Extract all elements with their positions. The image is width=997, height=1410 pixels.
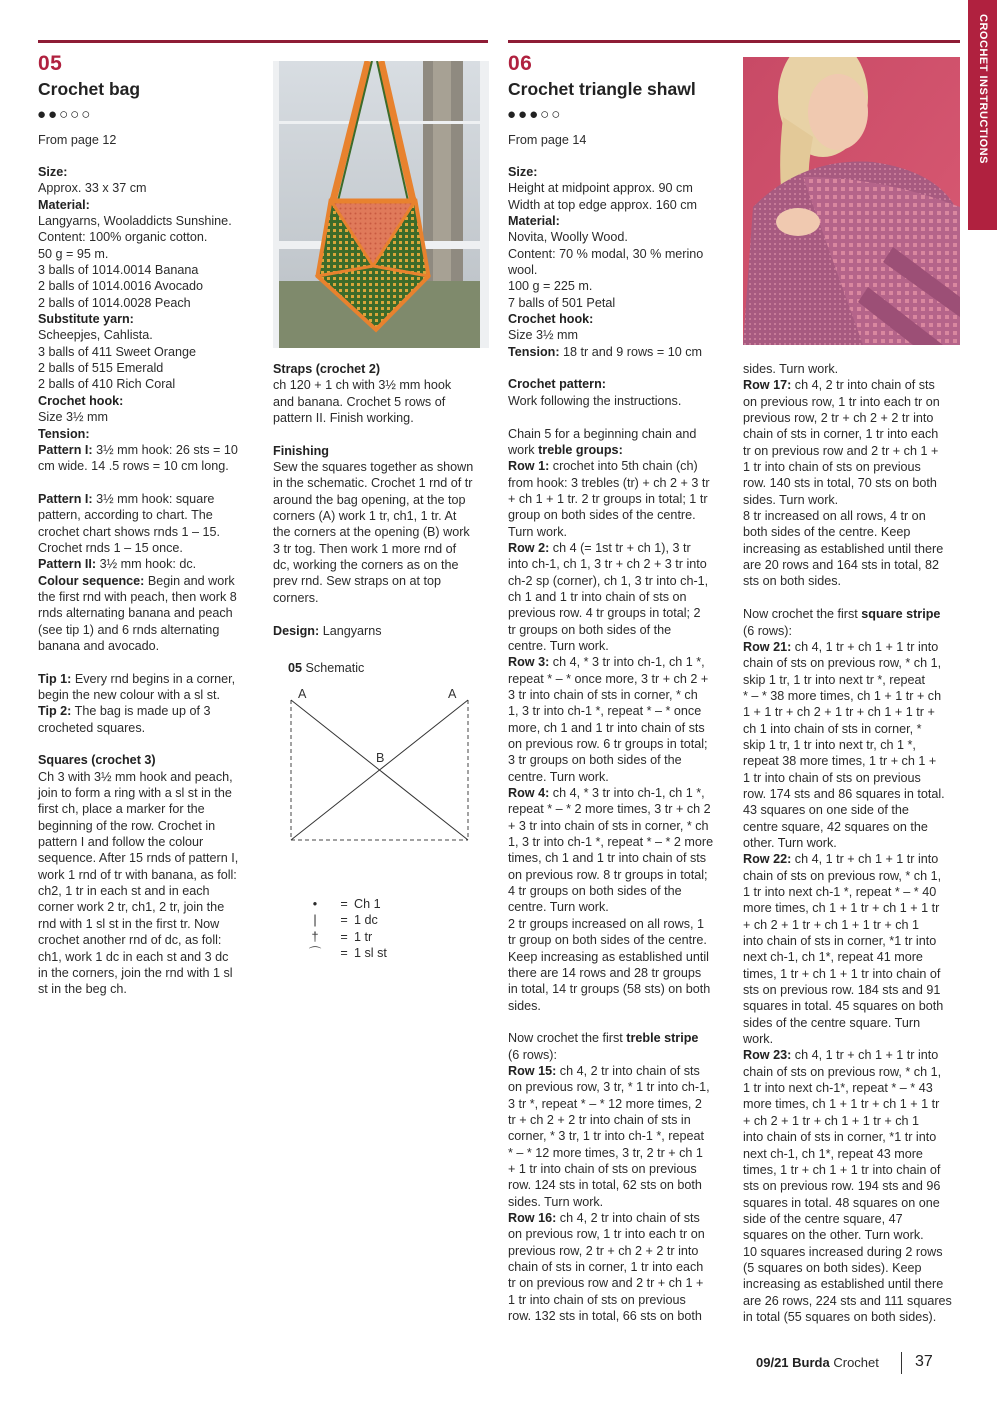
text-line: centre square, 42 squares on the: [743, 819, 928, 834]
finishing-label: Finishing: [273, 443, 329, 458]
text-line: ch 1 and 1 tr into chain of sts on: [508, 589, 687, 604]
inline-label: Row 22:: [743, 852, 792, 867]
text-line: prev rnd. Sew straps on at top: [273, 574, 442, 589]
text-line: next ch-1, ch 1*, repeat 43 more: [743, 1146, 923, 1161]
text-line: more times, ch 1 + 1 tr + ch 1 + 1 tr: [743, 1097, 940, 1112]
substitute-line: 3 balls of 411 Sweet Orange: [38, 344, 196, 359]
schematic-number: 05: [288, 661, 303, 675]
text-line: chain of sts in corner, 1 tr into each: [743, 427, 939, 442]
inline-label: Row 1:: [508, 459, 550, 474]
inline-label: Size:: [508, 165, 538, 179]
text-line: Turn work.: [508, 524, 568, 539]
text-line: in the schematic. Crochet 1 rnd of tr: [273, 476, 473, 491]
hook-label: Crochet hook:: [38, 393, 124, 408]
legend-row: [296, 912, 387, 928]
text-line: tr groups on both sides of the: [508, 622, 672, 637]
text-line: tr + ch 2 + 2 tr into chain of sts in: [508, 1112, 691, 1127]
text-line: other. Turn work.: [743, 835, 837, 850]
design-credit: [273, 623, 491, 639]
inline-label: Row 21:: [743, 639, 792, 654]
inline-label: Crochet pattern:: [508, 377, 606, 392]
text-line: Row 4: ch 4, * 3 tr into ch-1, ch 1 *,: [508, 786, 705, 801]
text-line: ch2, 1 tr in each st and in each: [38, 884, 210, 899]
text-line: pattern I and follow the colour: [38, 835, 204, 850]
text-line: Tip 1: Every rnd begins in a corner,: [38, 671, 236, 686]
text-line: sides. Turn work.: [743, 362, 839, 376]
legend-text: 1 sl st: [354, 946, 387, 961]
legend-row: [296, 929, 387, 945]
text-line: previous row, 2 tr + ch 2 + 2 tr into: [508, 1243, 699, 1258]
text-line: + ch 2 + 1 tr + ch 1 + 1 tr + ch 1: [743, 1113, 920, 1128]
legend-text: Ch 1: [354, 897, 381, 911]
schematic-label-b: B: [376, 751, 385, 765]
text-line: 1 tr into next ch-1*, repeat * – * 43: [743, 1081, 933, 1096]
text-line: Colour sequence: Begin and work: [38, 573, 235, 588]
inline-label: Row 16:: [508, 1211, 557, 1225]
text-line: Now crochet the first square stripe: [743, 607, 941, 622]
text-line: Row 2: ch 4 (= 1st tr + ch 1), 3 tr: [508, 540, 691, 555]
material-line: 50 g = 95 m.: [38, 246, 109, 261]
tips-text: [38, 671, 260, 736]
text-line: chain of sts on previous row, * ch 1,: [743, 1064, 942, 1079]
text-line: 1 tr into chain of sts on previous: [508, 1292, 686, 1307]
text-line: more times, ch 1 + 1 tr + ch 1 + 1 tr: [743, 901, 940, 916]
text-line: Content: 70 % modal, 30 % merino: [508, 246, 704, 261]
text-line: in total, 14 tr groups (58 sts) on both: [508, 982, 711, 997]
schematic-label-a-left: A: [298, 687, 307, 701]
text-line: sts on previous row. 184 sts and 91: [743, 983, 941, 998]
text-line: * – * 12 more times, 3 tr, 2 tr + ch 1: [508, 1145, 703, 1160]
legend-symbol: •: [312, 897, 318, 911]
text-line: Height at midpoint approx. 90 cm: [508, 181, 693, 196]
legend-equals: =: [340, 913, 348, 928]
text-line: beginning of the row. Crochet in: [38, 818, 216, 833]
text-line: (6 rows):: [508, 1047, 557, 1062]
text-line: work.: [743, 1032, 774, 1047]
text-line: 100 g = 225 m.: [508, 279, 593, 294]
text-line: on previous row, 1 tr into each tr on: [508, 1227, 705, 1242]
text-line: Pattern II: 3½ mm hook: dc.: [38, 557, 197, 572]
legend-symbol: †: [311, 929, 319, 944]
shawl-column-1: [508, 164, 730, 1324]
schematic-label-a-right: A: [448, 687, 457, 701]
text-line: 3 tr into chain of sts in corner, * ch: [508, 688, 698, 702]
text-line: 1 tr into chain of sts on previous: [743, 460, 921, 475]
text-line: Row 21: ch 4, 1 tr + ch 1 + 1 tr into: [743, 639, 939, 654]
text-line: next ch-1, ch 1*, repeat 41 more: [743, 950, 923, 965]
straps-label: Straps (crochet 2): [273, 362, 381, 376]
substitute-line: 2 balls of 515 Emerald: [38, 361, 164, 376]
text-line: crochet another rnd of dc, as foll:: [38, 933, 222, 948]
legend-equals: =: [340, 929, 348, 944]
text-line: ch1, work 1 dc in each st and 3 dc: [38, 949, 229, 964]
text-line: previous row, 2 tr + ch 2 + 2 tr into: [743, 411, 934, 426]
text-line: into chain of sts in corner, *1 tr into: [743, 934, 937, 949]
text-line: on previous row. 8 tr groups in total;: [508, 867, 708, 882]
text-line: both sides of the centre. Keep: [743, 525, 911, 540]
text-line: + ch 2 + 1 tr + ch 1 + 1 tr + ch 1: [743, 917, 920, 932]
straps-text: [273, 377, 491, 426]
text-line: 3 tr tog. Then work 1 more rnd of: [273, 541, 457, 556]
text-line: pattern II. Finish working.: [273, 411, 414, 426]
tension-text: [38, 442, 260, 475]
text-line: 8 tr increased on all rows, 4 tr on: [743, 509, 926, 524]
text-line: 43 squares on one side of the: [743, 803, 909, 818]
text-line: st in the beg ch.: [38, 982, 127, 997]
tension-label: Tension:: [38, 426, 90, 441]
text-line: sides.: [508, 998, 541, 1013]
footer-magazine: Crochet: [833, 1355, 879, 1370]
text-line: centre. Turn work.: [508, 900, 609, 915]
text-line: Keep increasing as established until: [508, 949, 709, 964]
text-line: Chain 5 for a beginning chain and: [508, 426, 697, 441]
text-line: 2 tr groups increased on all rows, 1: [508, 916, 705, 931]
bag-column-1: [38, 164, 260, 998]
text-line: + ch 1 + 1 tr. 2 tr groups in total; 1 tr: [508, 491, 708, 506]
text-line: ch 1 into chain of sts in corner, *: [743, 721, 922, 736]
text-line: times, 1 tr + ch 1 + 1 tr into chain of: [743, 966, 941, 981]
text-line: rnd with 1 sl st in the first tr. Now: [38, 916, 220, 931]
text-line: the corners at the opening (B) work: [273, 525, 470, 540]
text-line: are 26 rows, 224 sts and 111 squares: [743, 1293, 952, 1308]
text-line: skip 1 tr, 1 tr into next tr, ch 1 *,: [743, 737, 916, 752]
inline-label: Tension:: [508, 344, 560, 359]
text-line: begin the new colour with a sl st.: [38, 688, 221, 702]
inline-label: Tip 1:: [38, 671, 72, 686]
text-line: [508, 311, 730, 327]
text-line: on previous row, 3 tr, * 1 tr into ch-1,: [508, 1080, 710, 1095]
text-line: 1 tr into next ch-1 *, repeat * – * 40: [743, 885, 937, 899]
text-line: row. 174 sts and 86 squares in total.: [743, 786, 945, 801]
design-label: Design:: [273, 623, 320, 638]
text-line: the first rnd with peach, then work 8: [38, 589, 237, 604]
text-line: ch-2 sp (corner), ch 1, 3 tr into ch-1,: [508, 573, 709, 588]
bag-column-2: [273, 361, 491, 639]
text-line: side of the centre square, 47: [743, 1211, 903, 1226]
squares-text: [38, 769, 260, 998]
text-line: chain of sts in corner, 1 tr into each: [508, 1260, 704, 1275]
text-line: repeat 38 more times, 1 tr + ch 1 +: [743, 754, 937, 769]
inline-label: Row 17:: [743, 378, 792, 393]
text-line: [508, 164, 730, 180]
hook-value: Size 3½ mm: [38, 410, 108, 425]
shawl-number: 06: [508, 52, 533, 75]
text-line: 3 tr *, repeat * – * 12 more times, 2: [508, 1096, 702, 1111]
inline-label: Colour sequence:: [38, 573, 145, 588]
text-line: cm wide. 14 .5 rows = 10 cm long.: [38, 459, 229, 474]
legend-row: [296, 896, 387, 912]
text-line: in total (55 squares on both sides).: [743, 1309, 937, 1324]
text-line: 7 balls of 501 Petal: [508, 295, 616, 310]
text-line: from hook: 3 trebles (tr) + ch 2 + 3 tr: [508, 475, 710, 490]
text-line: sts on previous row. 194 sts and 96: [743, 1179, 941, 1194]
design-value: Langyarns: [322, 623, 382, 638]
substitute-label: Substitute yarn:: [38, 312, 134, 327]
legend-equals: =: [340, 897, 348, 911]
bag-difficulty: ●●○○○: [37, 106, 93, 123]
inline-label: Row 15:: [508, 1063, 557, 1078]
shawl-difficulty: ●●●○○: [507, 106, 563, 123]
text-line: around the bag opening, at the top: [273, 492, 466, 507]
text-line: into ch-1, ch 1, 3 tr + ch 2 + 3 tr into: [508, 557, 707, 572]
text-line: squares in total. 48 squares on one: [743, 1195, 940, 1210]
inline-label: Row 23:: [743, 1048, 792, 1063]
text-line: Row 3: ch 4, * 3 tr into ch-1, ch 1 *,: [508, 655, 705, 670]
bag-from-page: From page 12: [38, 133, 117, 147]
size-label: Size:: [38, 165, 68, 179]
text-line: (see tip 1) and 6 rnds alternating: [38, 622, 220, 637]
text-line: corners (A) work 1 tr, ch1, 1 tr. At: [273, 509, 457, 524]
text-line: more, ch 1 and 1 tr into chain of sts: [508, 720, 705, 735]
text-line: on previous row. 6 tr groups in total;: [508, 737, 708, 752]
material-line: 2 balls of 1014.0028 Peach: [38, 295, 191, 310]
text-line: increasing as established until there: [743, 1277, 944, 1292]
section-tab-label: CROCHET INSTRUCTIONS: [976, 14, 989, 164]
text-line: increasing as established until there: [743, 541, 944, 556]
text-line: corner work 2 tr, ch1, 2 tr, join the: [38, 900, 225, 915]
text-line: + 1 tr into chain of sts on previous: [508, 1161, 697, 1176]
substitute-line: 2 balls of 410 Rich Coral: [38, 377, 176, 392]
text-line: rnds alternating banana and peach: [38, 606, 233, 621]
text-line: Tension: 18 tr and 9 rows = 10 cm: [508, 344, 702, 359]
shawl-header-rule: [508, 40, 960, 43]
text-line: 1, 3 tr into ch-1 *, repeat * – * 2 more: [508, 835, 714, 850]
text-line: sides of the centre square. Turn: [743, 1015, 921, 1030]
inline-label: Pattern II:: [38, 557, 97, 572]
inline-label: Pattern I:: [38, 491, 93, 506]
text-line: Sew the squares together as shown: [273, 460, 474, 475]
text-line: centre. Turn work.: [508, 769, 609, 784]
text-line: corners.: [273, 590, 319, 605]
substitute-line: Scheepjes, Cahlista.: [38, 328, 153, 343]
text-line: 1 + 1 tr + ch 2 + 1 tr + ch 1 + 1 tr +: [743, 705, 935, 720]
text-line: row. 124 sts in total, 62 sts on both: [508, 1178, 702, 1193]
text-line: pattern, according to chart. The: [38, 508, 213, 523]
text-line: squares in total. 45 squares on both: [743, 999, 944, 1014]
bag-title: Crochet bag: [38, 79, 141, 99]
text-line: [508, 376, 730, 392]
material-line: Langyarns, Wooladdicts Sunshine.: [38, 214, 232, 229]
text-line: 3 tr groups on both sides of the: [508, 753, 682, 768]
text-line: Work following the instructions.: [508, 393, 682, 408]
page-footer: [756, 1355, 879, 1370]
text-line: Crochet rnds 1 – 15 once.: [38, 540, 183, 555]
text-line: first ch, place a marker for the: [38, 802, 205, 817]
text-line: (5 squares on both sides). Keep: [743, 1260, 922, 1275]
material-line: Content: 100% organic cotton.: [38, 230, 208, 245]
legend-symbol: ⌒: [308, 946, 322, 961]
substitute-list: [38, 327, 260, 392]
inline-label: Row 2:: [508, 540, 550, 555]
inline-label: Pattern I:: [38, 442, 93, 457]
text-line: sts on both sides.: [743, 574, 842, 589]
text-line: 10 squares increased during 2 rows: [743, 1244, 943, 1259]
text-line: sides. Turn work.: [743, 492, 839, 507]
text-line: in the corners, join the rnd with 1 sl: [38, 965, 233, 980]
text-line: ch 120 + 1 ch with 3½ mm hook: [273, 378, 452, 393]
text-line: and banana. Crochet 5 rows of: [273, 394, 446, 409]
text-line: repeat * – * 2 more times, 3 tr + ch 2: [508, 802, 711, 817]
text-line: times, ch 1 and 1 tr into chain of sts: [508, 851, 707, 866]
inline-label: Tip 2:: [38, 704, 72, 719]
finishing-text: [273, 459, 491, 606]
text-line: Width at top edge approx. 160 cm: [508, 197, 698, 212]
squares-label: Squares (crochet 3): [38, 753, 156, 768]
text-line: Row 22: ch 4, 1 tr + ch 1 + 1 tr into: [743, 852, 939, 867]
pattern-text: [38, 491, 260, 654]
text-line: times, 1 tr + ch 1 + 1 tr into chain of: [743, 1162, 941, 1177]
text-line: tr group on both sides of the centre.: [508, 933, 707, 948]
text-line: row. 140 sts in total, 70 sts on both: [743, 476, 937, 491]
shawl-from-page: From page 14: [508, 133, 587, 147]
text-line: squares on the other. Turn work.: [743, 1228, 924, 1243]
schematic-title: [288, 661, 364, 675]
text-line: group on both sides of the centre.: [508, 508, 696, 523]
footer-divider: [901, 1352, 902, 1374]
text-line: 1 tr into chain of sts on previous: [743, 770, 921, 785]
text-line: centre. Turn work.: [508, 638, 609, 653]
text-line: [508, 213, 730, 229]
material-line: 2 balls of 1014.0016 Avocado: [38, 279, 204, 294]
legend-text: 1 tr: [354, 929, 373, 944]
footer-issue: 09/21: [756, 1355, 789, 1370]
text-line: Row 15: ch 4, 2 tr into chain of sts: [508, 1063, 700, 1078]
chart-legend: [296, 896, 387, 961]
text-line: * – * 38 more times, ch 1 + 1 tr + ch: [743, 688, 942, 703]
text-line: repeat * – * once more, 3 tr + ch 2 +: [508, 671, 709, 686]
text-line: 1, 3 tr into ch-1 *, repeat * – * once: [508, 704, 702, 719]
text-line: (6 rows):: [743, 623, 792, 638]
schematic-diagram: [280, 680, 480, 850]
text-line: banana and avocado.: [38, 638, 160, 653]
shawl-photo: [743, 57, 960, 345]
inline-label: square stripe: [861, 607, 941, 622]
schematic-label: Schematic: [305, 661, 365, 675]
shawl-column-2: [743, 361, 963, 1325]
material-line: 3 balls of 1014.0014 Banana: [38, 263, 199, 278]
text-line: Novita, Woolly Wood.: [508, 230, 628, 245]
text-line: Pattern I: 3½ mm hook: square: [38, 491, 215, 506]
text-line: row. 132 sts in total, 66 sts on both: [508, 1309, 702, 1324]
page-number: 37: [915, 1353, 933, 1370]
legend-equals: =: [340, 946, 348, 961]
section-tab: [968, 0, 997, 230]
text-line: tr on previous row and 2 tr + ch 1 +: [743, 443, 939, 458]
bag-photo: [273, 61, 489, 348]
material-label: Material:: [38, 197, 90, 212]
shawl-title: Crochet triangle shawl: [508, 79, 696, 99]
text-line: sides. Turn work.: [508, 1194, 604, 1209]
inline-label: Crochet hook:: [508, 312, 594, 327]
legend-row: [296, 945, 387, 961]
text-line: skip 1 tr, 1 tr into next tr *, repeat: [743, 672, 925, 687]
text-line: tr on previous row and 2 tr + ch 1 +: [508, 1276, 704, 1291]
inline-label: Row 3:: [508, 655, 550, 670]
text-line: chain of sts on previous row, * ch 1,: [743, 656, 942, 671]
text-line: join to form a ring with a sl st in the: [38, 786, 232, 801]
text-line: work 1 rnd of tr with banana, as foll:: [38, 867, 237, 882]
text-line: into chain of sts in corner, *1 tr into: [743, 1130, 937, 1145]
text-line: Tip 2: The bag is made up of 3: [38, 704, 211, 719]
text-line: on previous row, 1 tr into each tr on: [743, 394, 940, 409]
text-line: wool.: [508, 263, 538, 278]
inline-label: treble groups:: [538, 442, 623, 457]
text-line: dc, working the corners as on the: [273, 558, 459, 573]
legend-text: 1 dc: [354, 913, 378, 928]
text-line: sequence. After 15 rnds of pattern I,: [38, 851, 239, 866]
inline-label: Material:: [508, 214, 560, 229]
material-list: [38, 213, 260, 311]
text-line: chain of sts on previous row, * ch 1,: [743, 868, 942, 883]
text-line: Row 17: ch 4, 2 tr into chain of sts: [743, 378, 935, 393]
text-line: crocheted squares.: [38, 720, 146, 735]
text-line: there are 14 rows and 28 tr groups: [508, 965, 702, 980]
inline-label: Row 4:: [508, 786, 550, 801]
text-line: previous row. 4 tr groups in total; 2: [508, 606, 701, 621]
text-line: 4 tr groups on both sides of the: [508, 884, 682, 899]
text-line: Row 16: ch 4, 2 tr into chain of sts: [508, 1211, 700, 1225]
text-line: Ch 3 with 3½ mm hook and peach,: [38, 769, 233, 784]
inline-label: treble stripe: [626, 1031, 699, 1046]
legend-symbol: |: [313, 913, 317, 928]
bag-header-rule: [38, 40, 488, 43]
text-line: Row 1: crochet into 5th chain (ch): [508, 459, 698, 474]
size-value: Approx. 33 x 37 cm: [38, 181, 147, 196]
text-line: Size 3½ mm: [508, 328, 578, 343]
footer-brand: Burda: [792, 1355, 830, 1370]
text-line: Now crochet the first treble stripe: [508, 1031, 699, 1046]
text-line: + 3 tr into chain of sts in corner, * ch: [508, 818, 709, 833]
text-line: Row 23: ch 4, 1 tr + ch 1 + 1 tr into: [743, 1048, 939, 1063]
text-line: Pattern I: 3½ mm hook: 26 sts = 10: [38, 442, 238, 457]
text-line: are 20 rows and 164 sts in total, 82: [743, 558, 940, 573]
text-line: corner, * 3 tr, 1 tr into ch-1 *, repeat: [508, 1129, 705, 1144]
text-line: work treble groups:: [508, 442, 623, 457]
text-line: crochet chart shows rnds 1 – 15.: [38, 524, 221, 539]
bag-number: 05: [38, 52, 63, 75]
